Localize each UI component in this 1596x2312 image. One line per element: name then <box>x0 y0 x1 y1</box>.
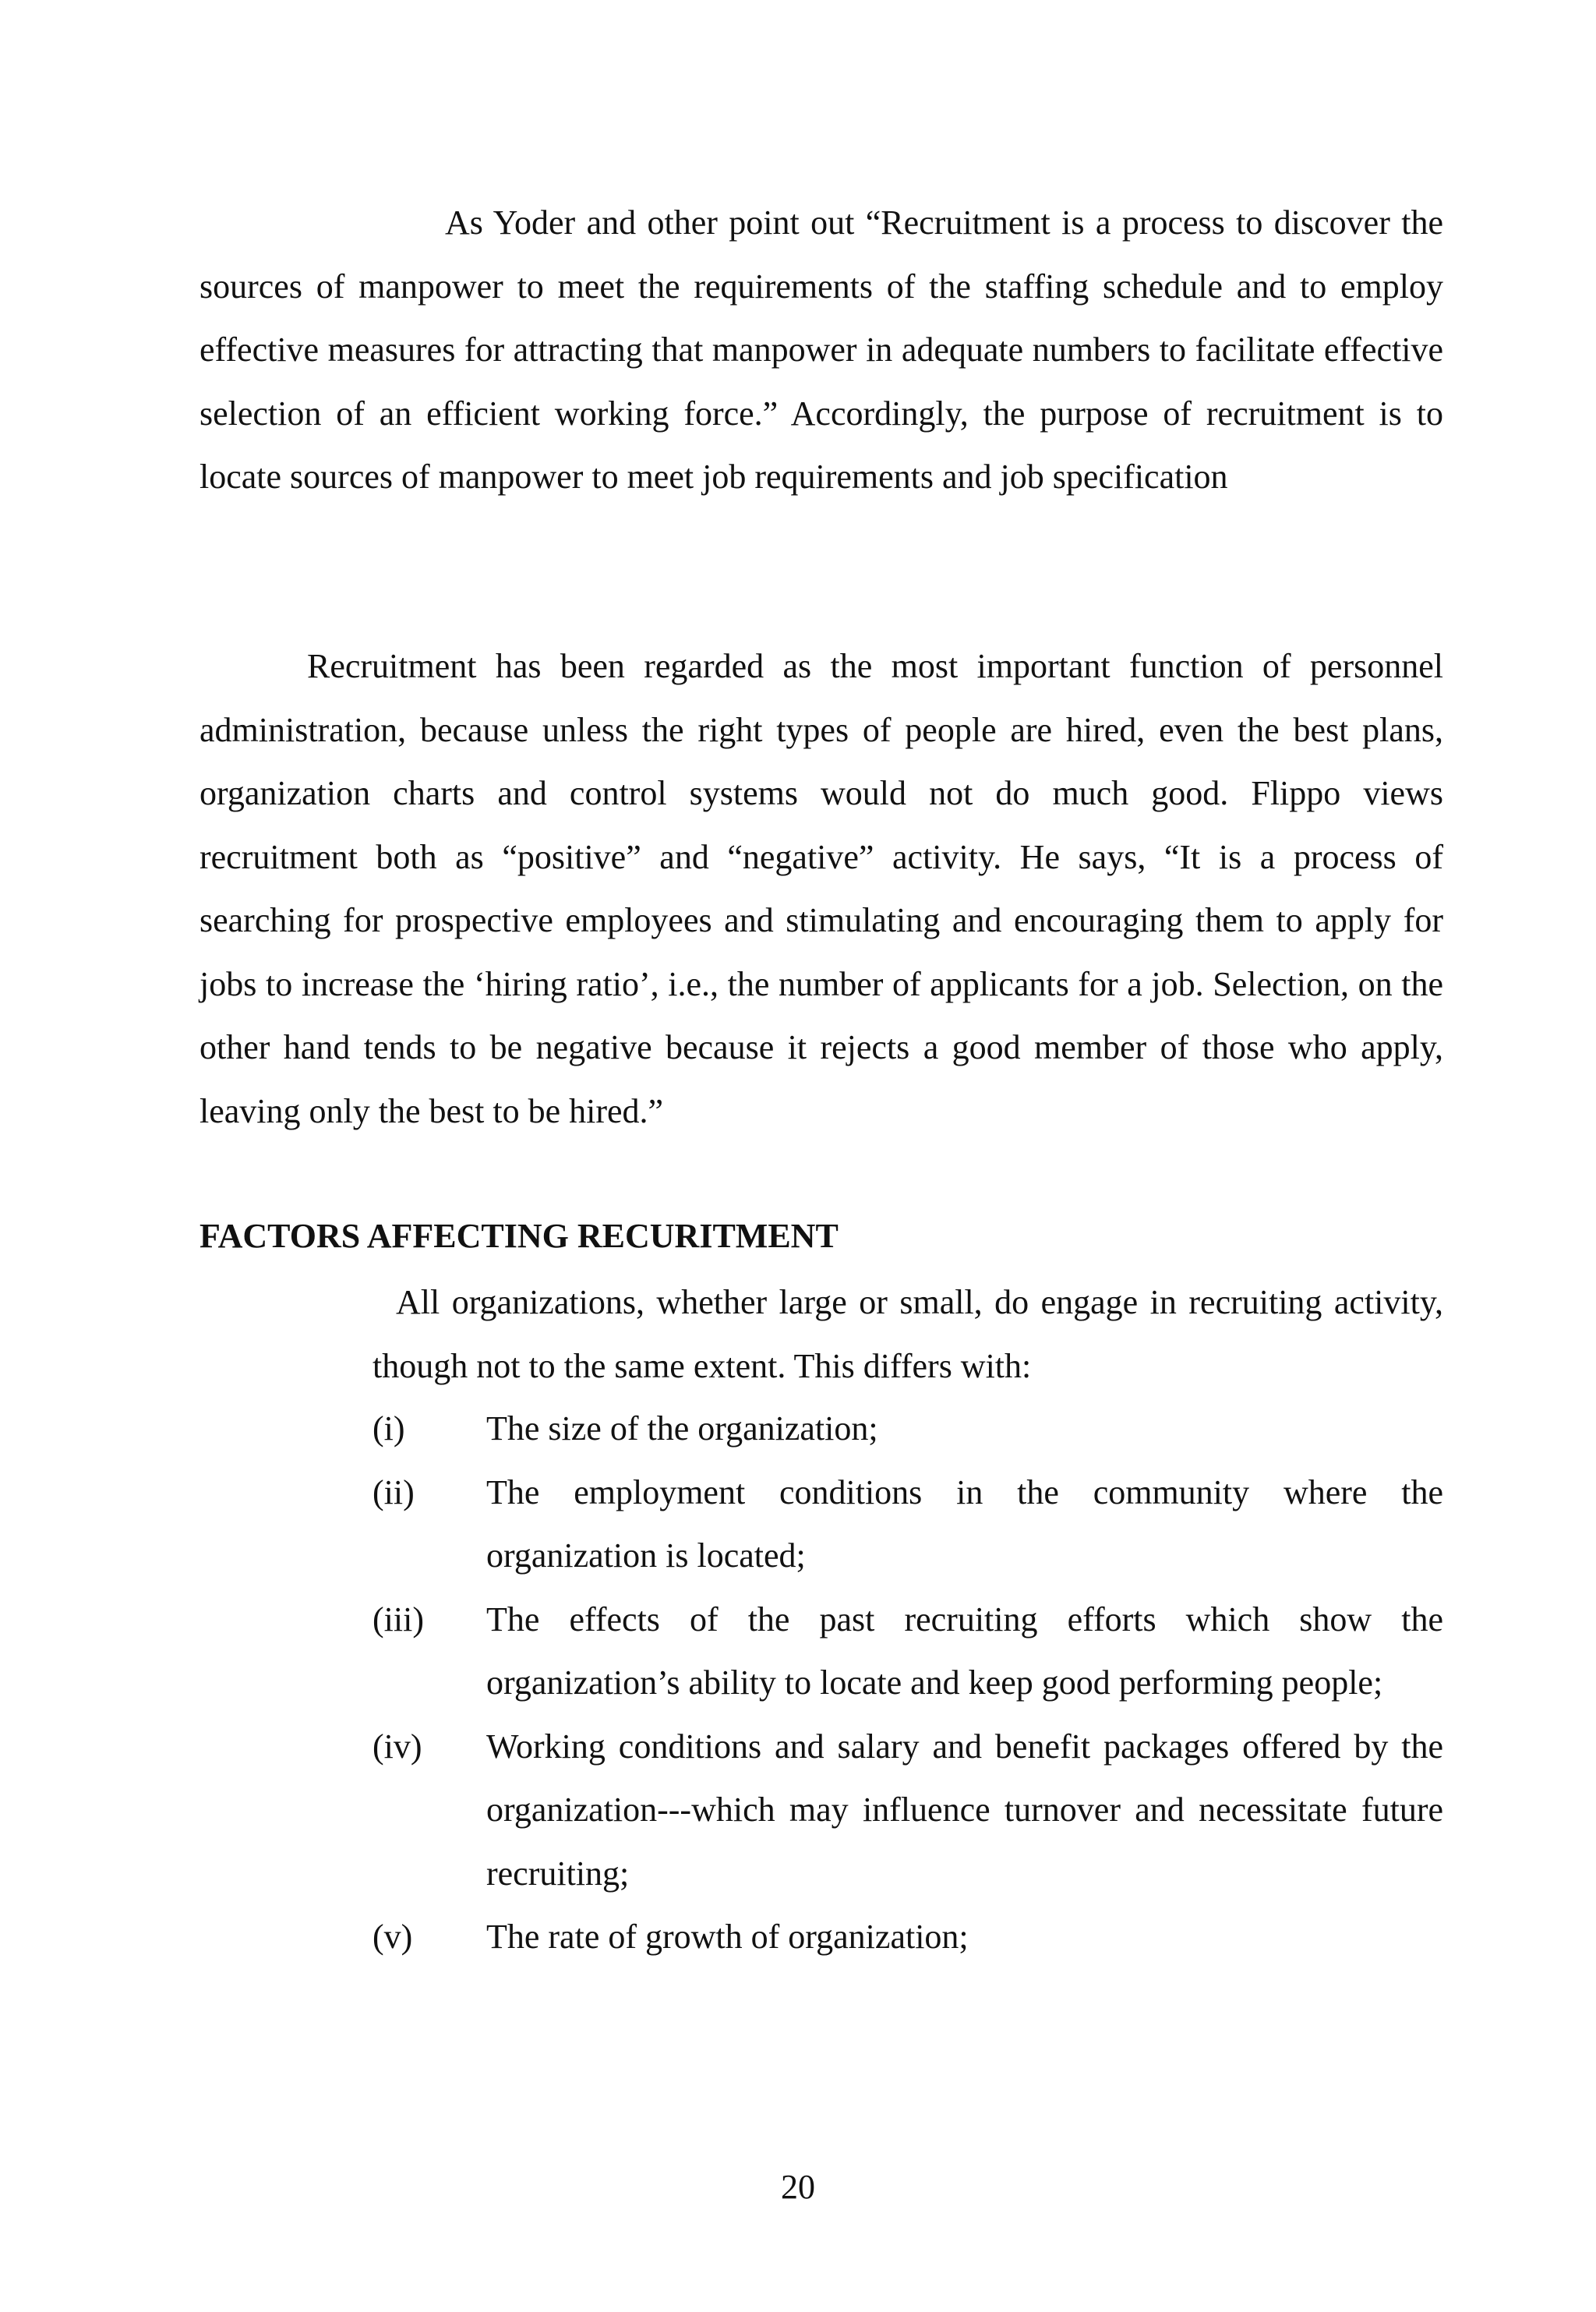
factor-list <box>373 1397 1443 1969</box>
paragraph-yoder-definition: As Yoder and other point out “Recruitment is a process to discover the sources of manpower to meet the requirements of the staffing schedule and to employ effective measures for attracting that manpower in adequate numbers to facilitate effective selection of an efficient working force.” Accordingly, the purpose of recruitment is to locate sources of manpower to meet job requirements and job specification <box>200 203 1443 496</box>
list-item <box>373 1397 1443 1461</box>
list-item-number: (ii) <box>373 1472 415 1511</box>
section-intro: All organizations, whether large or small, do engage in recruiting activity, though not to the same extent. This differs with: <box>373 1283 1443 1385</box>
list-item-text: The size of the organization; <box>486 1409 878 1448</box>
list-item-number: (iii) <box>373 1600 424 1639</box>
list-item <box>373 1461 1443 1588</box>
list-item <box>373 1588 1443 1715</box>
paragraph-flippo-view: Recruitment has been regarded as the most important function of personnel administration, because unless the right types of people are hired, even the best plans, organization charts and control systems would not do much good. Flippo views recruitment both as “positive” and “negative” activity. He says, “It is a process of searching for prospective employees and stimulating and encouraging them to apply for jobs to increase the ‘hiring ratio’, i.e., the number of applicants for a job. Selection, on the other hand tends to be negative because it rejects a good member of those who apply, leaving only the best to be hired.” <box>200 647 1443 1130</box>
list-item-number: (v) <box>373 1918 413 1956</box>
list-item <box>373 1715 1443 1906</box>
list-item-number: (i) <box>373 1409 405 1448</box>
page-number: 20 <box>781 2168 815 2206</box>
list-item <box>373 1905 1443 1969</box>
list-item-text: The employment conditions in the community where the organization is located; <box>486 1472 1443 1575</box>
list-item-text: The rate of growth of organization; <box>486 1918 969 1956</box>
section-heading: FACTORS AFFECTING RECURITMENT <box>200 1217 839 1255</box>
list-item-number: (iv) <box>373 1727 422 1766</box>
list-item-text: The effects of the past recruiting efforts which show the organization’s ability to locate and keep good performing people; <box>486 1600 1443 1702</box>
list-item-text: Working conditions and salary and benefit packages offered by the organization---which may influence turnover and necessitate future recruiting; <box>486 1727 1443 1893</box>
